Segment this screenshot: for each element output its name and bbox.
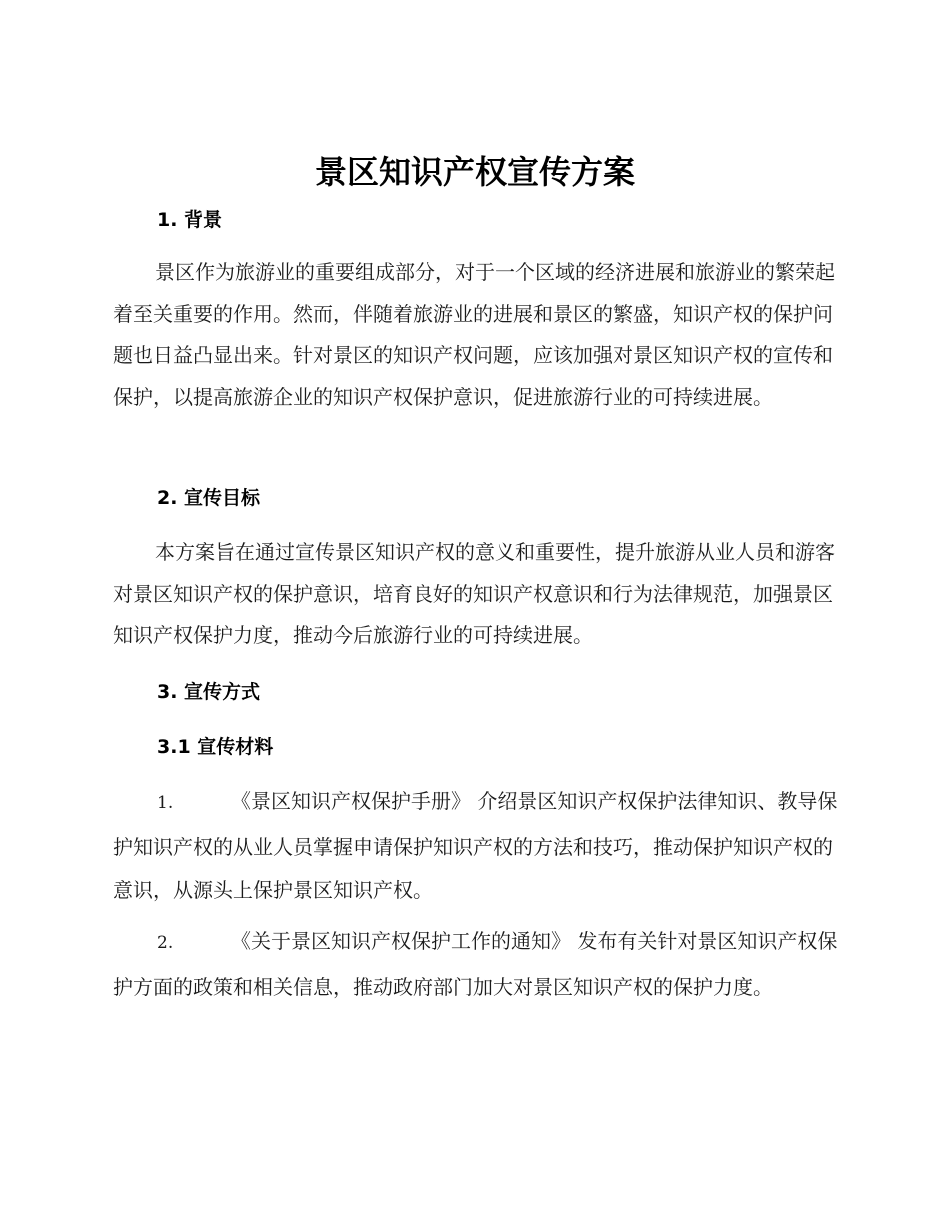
section-heading-goals: 2. 宣传目标 xyxy=(157,487,261,509)
list-item-number: 1. xyxy=(157,793,174,813)
paragraph-text: 本方案旨在通过宣传景区知识产权的意义和重要性，提升旅游从业人员和游客对景区知识产权的保护意识，培育良好的知识产权意识和行为法律规范，加强景区知识产权保护力度，推动今后旅游行业的可持续进展。 xyxy=(113,540,835,647)
section-heading-background: 1. 背景 xyxy=(157,209,223,231)
list-item xyxy=(113,920,845,1009)
paragraph-text: 景区作为旅游业的重要组成部分，对于一个区域的经济进展和旅游业的繁荣起着至关重要的作用。然而，伴随着旅游业的进展和景区的繁盛，知识产权的保护问题也日益凸显出来。针对景区的知识产权问题，应该加强对景区知识产权的宣传和保护，以提高旅游企业的知识产权保护意识，促进旅游行业的可持续进展。 xyxy=(113,260,835,409)
section-paragraph-background xyxy=(113,252,845,418)
subsection-heading-materials: 3.1 宣传材料 xyxy=(157,736,274,758)
list-item xyxy=(113,780,845,913)
list-item-text: 《关于景区知识产权保护工作的通知》 发布有关针对景区知识产权保护方面的政策和相关信息，推动政府部门加大对景区知识产权的保护力度。 xyxy=(113,929,838,999)
list-item-text: 《景区知识产权保护手册》 介绍景区知识产权保护法律知识、教导保护知识产权的从业人员掌握申请保护知识产权的方法和技巧，推动保护知识产权的意识，从源头上保护景区知识产权。 xyxy=(113,789,838,902)
section-heading-methods: 3. 宣传方式 xyxy=(157,681,261,703)
section-paragraph-goals xyxy=(113,532,845,657)
list-item-number: 2. xyxy=(157,933,174,953)
document-title: 景区知识产权宣传方案 xyxy=(314,153,635,191)
